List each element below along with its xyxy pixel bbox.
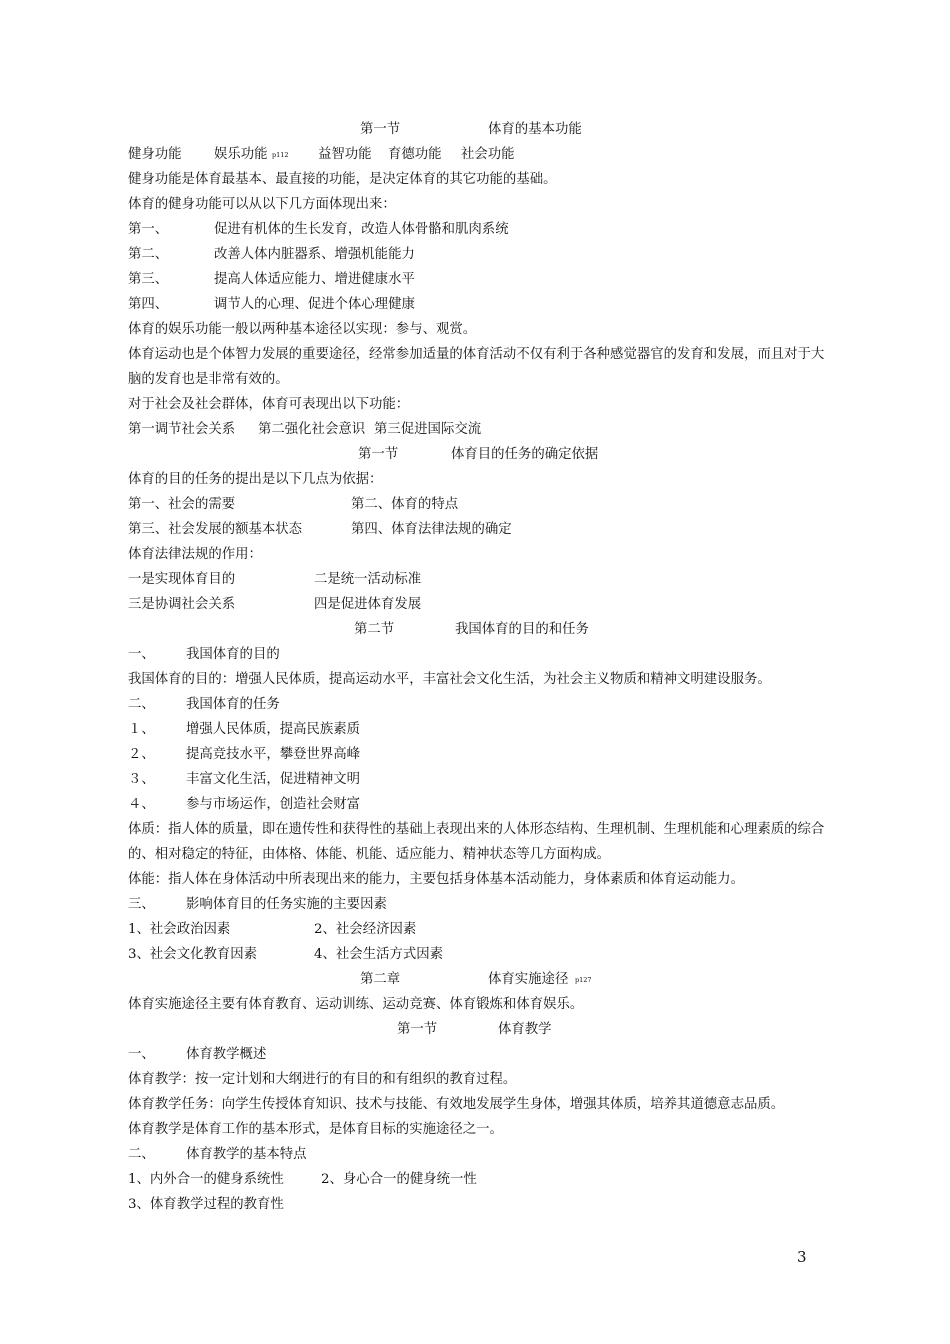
item-number: １、 — [128, 722, 155, 737]
item-number: 三、 — [128, 897, 155, 912]
item-text: 丰富文化生活，促进精神文明 — [186, 772, 361, 787]
heading-label: 第二章 — [360, 972, 401, 987]
text: 4、社会生活方式因素 — [314, 947, 444, 962]
text: 第二强化社会意识 — [258, 422, 366, 437]
heading-title: 体育的基本功能 — [488, 122, 582, 137]
item-number: 一、 — [128, 647, 155, 662]
text: 1、社会政治因素 — [128, 922, 231, 937]
text: 社会功能 — [461, 147, 515, 162]
text: 健身功能 — [128, 147, 182, 162]
item-text: 促进有机体的生长发育，改造人体骨骼和肌肉系统 — [214, 222, 509, 237]
item-text: 改善人体内脏器系、增强机能能力 — [214, 247, 415, 262]
item-text: 提高人体适应能力、增进健康水平 — [214, 272, 415, 287]
paragraph: 体育的娱乐功能一般以两种基本途径以实现：参与、观赏。 — [128, 322, 477, 337]
page-reference: p127 — [575, 976, 592, 984]
page-reference: p112 — [272, 151, 289, 159]
heading-label: 第二节 — [354, 622, 395, 637]
paragraph: 我国体育的目的：增强人民体质，提高运动水平，丰富社会文化生活，为社会主义物质和精神文明建设服务。 — [128, 672, 771, 687]
item-number: ３、 — [128, 772, 155, 787]
heading-title: 我国体育的目的和任务 — [455, 622, 589, 637]
item-text: 体育教学概述 — [186, 1047, 267, 1062]
paragraph: 体育的目的任务的提出是以下几点为依据： — [128, 472, 383, 487]
text: 育德功能 — [388, 147, 442, 162]
text: 2、身心合一的健身统一性 — [321, 1172, 477, 1187]
heading-label: 第一节 — [360, 122, 401, 137]
page-number: 3 — [797, 1248, 807, 1266]
text: 四是促进体育发展 — [314, 597, 422, 612]
paragraph: 体育的健身功能可以从以下几方面体现出来： — [128, 197, 396, 212]
item-text: 影响体育目的任务实施的主要因素 — [186, 897, 387, 912]
paragraph: 体育教学：按一定计划和大纲进行的有目的和有组织的教育过程。 — [128, 1072, 517, 1087]
item-number: 一、 — [128, 1047, 155, 1062]
item-number: 第四、 — [128, 297, 169, 312]
heading-title: 体育目的任务的确定依据 — [451, 447, 599, 462]
paragraph: 体育教学任务：向学生传授体育知识、技术与技能、有效地发展学生身体，增强其体质，培养其道德意志品质。 — [128, 1097, 785, 1112]
text: 3、社会文化教育因素 — [128, 947, 258, 962]
paragraph: 体育运动也是个体智力发展的重要途径，经常参加适量的体育活动不仅有利于各种感觉器官的发育和发展，而且对于大脑的发育也是非常有效的。 — [128, 347, 825, 387]
paragraph: 体能：指人体在身体活动中所表现出来的能力，主要包括身体基本活动能力，身体素质和体育运动能力。 — [128, 872, 744, 887]
heading-title: 体育教学 — [498, 1022, 552, 1037]
paragraph: 体质：指人体的质量，即在遗传性和获得性的基础上表现出来的人体形态结构、生理机制、生理机能和心理素质的综合的、相对稳定的特征，由体格、体能、机能、适应能力、精神状态等几方面构成。 — [128, 822, 825, 862]
text: 益智功能 — [318, 147, 372, 162]
item-text: 我国体育的任务 — [186, 697, 280, 712]
item-number: 第三、 — [128, 272, 169, 287]
text: 第三、社会发展的额基本状态 — [128, 522, 303, 537]
paragraph: 体育法律法规的作用： — [128, 547, 262, 562]
heading-label: 第一节 — [358, 447, 399, 462]
item-text: 调节人的心理、促进个体心理健康 — [214, 297, 415, 312]
text: 2、社会经济因素 — [314, 922, 417, 937]
text: 第一、社会的需要 — [128, 497, 236, 512]
paragraph: 健身功能是体育最基本、最直接的功能，是决定体育的其它功能的基础。 — [128, 172, 557, 187]
text: 1、内外合一的健身系统性 — [128, 1172, 284, 1187]
paragraph: 对于社会及社会群体，体育可表现出以下功能： — [128, 397, 410, 412]
text: 二是统一活动标准 — [314, 572, 422, 587]
item-number: ４、 — [128, 797, 155, 812]
item-text: 参与市场运作，创造社会财富 — [186, 797, 361, 812]
text: 一是实现体育目的 — [128, 572, 236, 587]
text: 第三促进国际交流 — [374, 422, 482, 437]
item-number: 第二、 — [128, 247, 169, 262]
text: 第二、体育的特点 — [351, 497, 459, 512]
item-text: 体育教学的基本特点 — [186, 1147, 307, 1162]
heading-label: 第一节 — [397, 1022, 438, 1037]
paragraph: 体育教学是体育工作的基本形式，是体育目标的实施途径之一。 — [128, 1122, 503, 1137]
item-number: 二、 — [128, 1147, 155, 1162]
paragraph: 3、体育教学过程的教育性 — [128, 1197, 284, 1212]
item-number: ２、 — [128, 747, 155, 762]
text: 第四、体育法律法规的确定 — [351, 522, 512, 537]
item-text: 提高竞技水平，攀登世界高峰 — [186, 747, 361, 762]
text: 三是协调社会关系 — [128, 597, 236, 612]
text: 第一调节社会关系 — [128, 422, 236, 437]
paragraph: 体育实施途径主要有体育教育、运动训练、运动竞赛、体育锻炼和体育娱乐。 — [128, 997, 584, 1012]
item-number: 二、 — [128, 697, 155, 712]
item-text: 我国体育的目的 — [186, 647, 280, 662]
item-text: 增强人民体质，提高民族素质 — [186, 722, 361, 737]
text: 娱乐功能 — [214, 147, 268, 162]
item-number: 第一、 — [128, 222, 169, 237]
heading-title: 体育实施途径 — [488, 972, 569, 987]
